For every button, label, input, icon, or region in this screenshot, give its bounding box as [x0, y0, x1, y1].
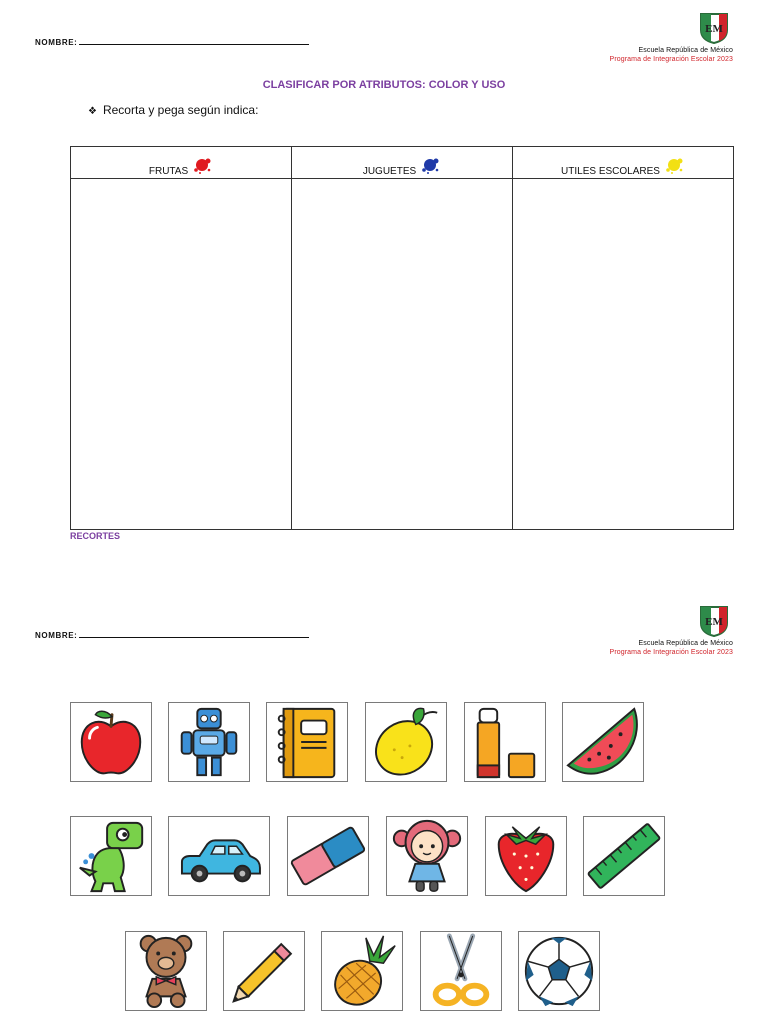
pencil-icon: [224, 932, 304, 1010]
program-name: Programa de Integración Escolar 2023: [609, 56, 733, 63]
school-name: Escuela República de México: [638, 640, 733, 647]
instruction: [88, 103, 258, 117]
school-info-2: [610, 639, 733, 657]
strawberry-icon: [486, 817, 566, 895]
cutout-card-notebook[interactable]: [266, 702, 348, 782]
cutout-card-scissors[interactable]: [420, 931, 502, 1011]
name-line: [79, 36, 309, 45]
cutout-card-pineapple[interactable]: [321, 931, 403, 1011]
name-line: [79, 629, 309, 638]
scissors-icon: [421, 932, 501, 1010]
name-label: NOMBRE:: [35, 631, 78, 640]
robot-icon: [169, 703, 249, 781]
cutout-card-robot[interactable]: [168, 702, 250, 782]
yellow-paint-splat-icon: [663, 156, 685, 176]
diamond-bullet-icon: ❖: [88, 106, 97, 117]
drop-area-juguetes: [292, 179, 513, 530]
drop-area-utiles: [513, 179, 734, 530]
logo-text: EM: [705, 616, 723, 628]
apple-icon: [71, 703, 151, 781]
eraser-icon: [288, 817, 368, 895]
pineapple-icon: [322, 932, 402, 1010]
cutout-card-watermelon[interactable]: [562, 702, 644, 782]
notebook-icon: [267, 703, 347, 781]
cutout-card-dinosaur[interactable]: [70, 816, 152, 896]
column-header-utiles: UTILES ESCOLARES: [513, 147, 734, 179]
car-icon: [169, 817, 269, 895]
name-field-2: [35, 629, 309, 640]
cutout-card-pencil[interactable]: [223, 931, 305, 1011]
cutout-card-glue-stick[interactable]: [464, 702, 546, 782]
sorting-table: [70, 146, 734, 530]
school-logo-icon: [697, 12, 731, 44]
cutout-card-doll[interactable]: [386, 816, 468, 896]
instruction-text: Recorta y pega según indica:: [102, 103, 259, 117]
soccer-ball-icon: [519, 932, 599, 1010]
watermelon-icon: [563, 703, 643, 781]
cutout-card-ruler[interactable]: [583, 816, 665, 896]
blue-paint-splat-icon: [419, 156, 441, 176]
lemon-icon: [366, 703, 446, 781]
doll-icon: [387, 817, 467, 895]
school-logo-icon: [697, 605, 731, 637]
red-paint-splat-icon: [191, 156, 213, 176]
program-name: Programa de Integración Escolar 2023: [609, 649, 733, 656]
cutout-card-teddy-bear[interactable]: [125, 931, 207, 1011]
logo-text: EM: [705, 23, 723, 35]
recortes-label: RECORTES: [70, 531, 121, 541]
column-header-juguetes: JUGUETES: [292, 147, 513, 179]
ruler-icon: [584, 817, 664, 895]
column-header-frutas: FRUTAS: [71, 147, 292, 179]
dinosaur-icon: [71, 817, 151, 895]
school-info-1: [610, 46, 733, 64]
glue-stick-icon: [465, 703, 545, 781]
cutout-card-soccer-ball[interactable]: [518, 931, 600, 1011]
page-title: CLASIFICAR POR ATRIBUTOS: COLOR Y USO: [262, 79, 506, 91]
cutout-card-lemon[interactable]: [365, 702, 447, 782]
cutout-card-apple[interactable]: [70, 702, 152, 782]
teddy-bear-icon: [126, 932, 206, 1010]
cutout-card-car[interactable]: [168, 816, 270, 896]
cutout-card-eraser[interactable]: [287, 816, 369, 896]
name-field-1: [35, 36, 309, 47]
name-label: NOMBRE:: [35, 38, 78, 47]
cutout-card-strawberry[interactable]: [485, 816, 567, 896]
school-name: Escuela República de México: [638, 47, 733, 54]
drop-area-frutas: [71, 179, 292, 530]
